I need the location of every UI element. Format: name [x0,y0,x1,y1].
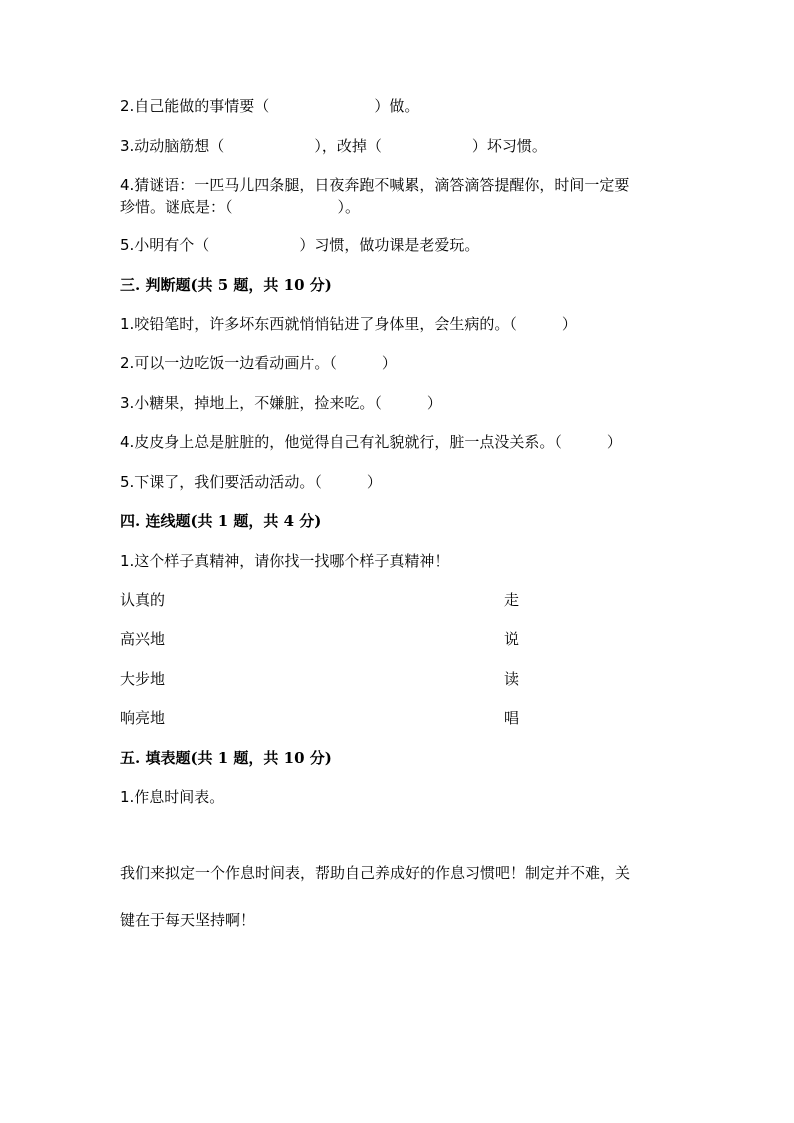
fill-question-2: 2.自己能做的事情要（ ）做。 [120,97,420,115]
match-row [120,668,680,690]
judge-question-1: 1.咬铅笔时，许多坏东西就悄悄钻进了身体里，会生病的。（ ） [120,315,577,333]
fill-question-4-line-2: 珍惜。谜底是：（ ）。 [120,198,361,216]
table-paragraph-line-2: 键在于每天坚持啊！ [120,911,256,929]
fill-question-3: 3.动动脑筋想（ ），改掉（ ）坏习惯。 [120,137,547,155]
match-question: 1.这个样子真精神，请你找一找哪个样子真精神！ [120,552,450,570]
match-left-item: 认真的 [120,591,166,609]
table-paragraph-line-1: 我们来拟定一个作息时间表，帮助自己养成好的作息习惯吧！制定并不难，关 [120,864,631,882]
section-heading-judge: 三. 判断题(共 5 题，共 10 分) [120,276,332,294]
match-row [120,589,680,611]
match-right-item: 走 [504,591,520,609]
fill-question-5: 5.小明有个（ ）习惯，做功课是老爱玩。 [120,236,480,254]
judge-question-2: 2.可以一边吃饭一边看动画片。（ ） [120,354,397,372]
match-right-item: 唱 [504,709,520,727]
judge-question-3: 3.小糖果，掉地上，不嫌脏，捡来吃。（ ） [120,394,442,412]
match-left-item: 响亮地 [120,709,166,727]
judge-question-4: 4.皮皮身上总是脏脏的，他觉得自己有礼貌就行，脏一点没关系。（ ） [120,433,622,451]
match-left-item: 大步地 [120,670,166,688]
table-question: 1.作息时间表。 [120,788,225,806]
section-heading-table: 五. 填表题(共 1 题，共 10 分) [120,749,332,767]
section-heading-match: 四. 连线题(共 1 题，共 4 分) [120,512,322,530]
match-row [120,628,680,650]
fill-question-4-line-1: 4.猜谜语：一匹马儿四条腿，日夜奔跑不喊累，滴答滴答提醒你，时间一定要 [120,176,630,194]
judge-question-5: 5.下课了，我们要活动活动。（ ） [120,473,382,491]
match-row [120,707,680,729]
match-right-item: 说 [504,630,520,648]
match-right-item: 读 [504,670,520,688]
match-left-item: 高兴地 [120,630,166,648]
